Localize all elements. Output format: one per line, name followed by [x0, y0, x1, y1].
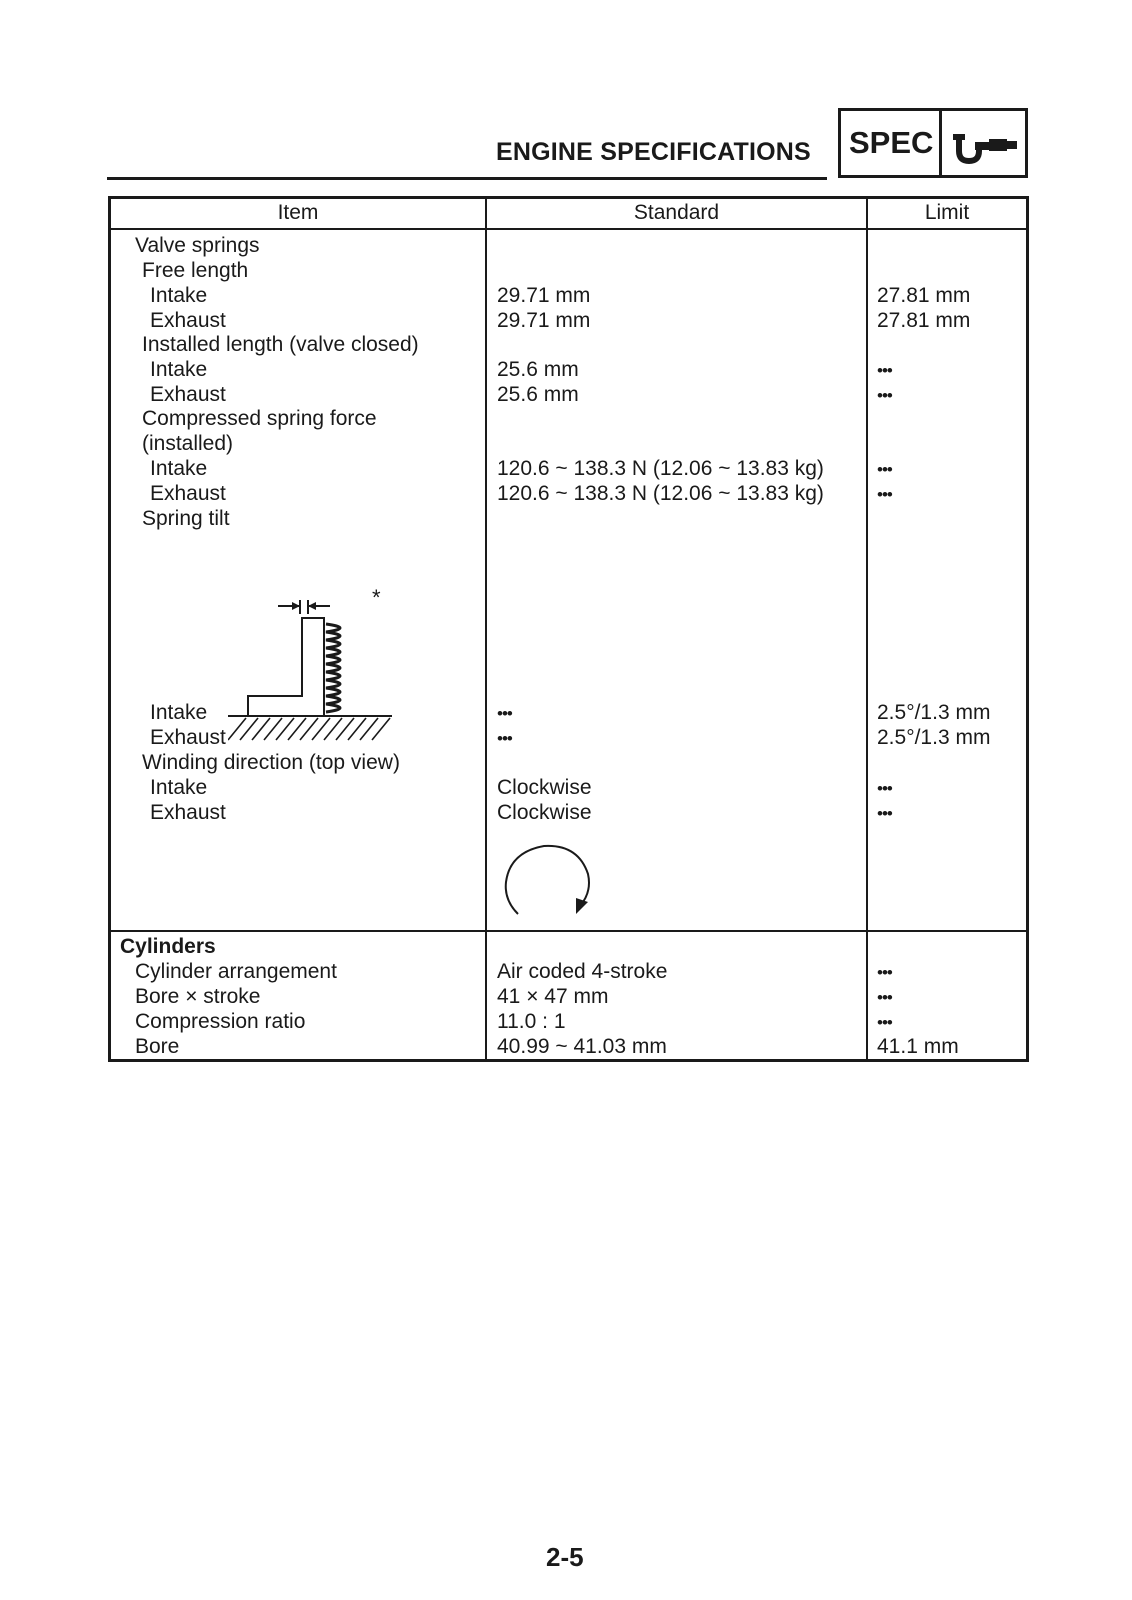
standard-value: 29.71 mm: [497, 309, 591, 332]
row-label: Installed length (valve closed): [142, 333, 419, 356]
limit-value: •••: [877, 804, 892, 823]
limit-value: •••: [877, 460, 892, 479]
column-divider-2: [866, 196, 868, 1062]
standard-value: 25.6 mm: [497, 358, 579, 381]
limit-value: •••: [877, 1013, 892, 1032]
row-label: Exhaust: [150, 726, 226, 749]
table-header-rule: [108, 228, 1029, 230]
row-label: Exhaust: [150, 309, 226, 332]
row-label: Compressed spring force: [142, 407, 377, 430]
standard-value: 11.0 : 1: [497, 1010, 566, 1033]
column-header-standard: Standard: [633, 201, 720, 224]
limit-value: •••: [877, 361, 892, 380]
standard-value: 41 × 47 mm: [497, 985, 609, 1008]
row-label: Intake: [150, 776, 208, 799]
row-label: Exhaust: [150, 801, 226, 824]
row-label: Exhaust: [150, 482, 226, 505]
row-label: Intake: [150, 284, 208, 307]
limit-value: 2.5°/1.3 mm: [877, 701, 991, 724]
section-divider: [108, 930, 1029, 932]
row-label: Intake: [150, 457, 208, 480]
limit-value: •••: [877, 963, 892, 982]
limit-value: 27.81 mm: [877, 309, 971, 332]
row-label: Cylinder arrangement: [135, 960, 337, 983]
standard-value: Clockwise: [497, 776, 592, 799]
standard-value: •••: [497, 704, 512, 723]
row-label: Free length: [142, 259, 249, 282]
row-label: Intake: [150, 358, 208, 381]
spec-badge: [838, 108, 1028, 178]
standard-value: Clockwise: [497, 801, 592, 824]
spec-badge-divider: [939, 111, 942, 175]
limit-value: 27.81 mm: [877, 284, 971, 307]
row-label: Winding direction (top view): [142, 751, 400, 774]
column-divider-1: [485, 196, 487, 1062]
section-label: Valve springs: [135, 234, 260, 257]
standard-value: 120.6 ~ 138.3 N (12.06 ~ 13.83 kg): [497, 482, 824, 505]
limit-value: 41.1 mm: [877, 1035, 959, 1058]
tilt-marker: *: [372, 585, 381, 610]
standard-value: 25.6 mm: [497, 383, 579, 406]
page-title: ENGINE SPECIFICATIONS: [496, 138, 811, 166]
row-label: (installed): [142, 432, 234, 455]
row-label: Spring tilt: [142, 507, 230, 530]
column-header-limit: Limit: [924, 201, 970, 224]
row-label: Bore: [135, 1035, 180, 1058]
standard-value: •••: [497, 729, 512, 748]
limit-value: 2.5°/1.3 mm: [877, 726, 991, 749]
limit-value: •••: [877, 988, 892, 1007]
micrometer-icon: [953, 129, 1019, 165]
header-rule: [107, 177, 827, 180]
row-label: Exhaust: [150, 383, 226, 406]
section-label: Cylinders: [120, 935, 216, 958]
page-number: 2-5: [546, 1542, 584, 1572]
spring-tilt-diagram: [228, 584, 408, 754]
limit-value: •••: [877, 485, 892, 504]
limit-value: •••: [877, 386, 892, 405]
standard-value: 120.6 ~ 138.3 N (12.06 ~ 13.83 kg): [497, 457, 824, 480]
row-label: Bore × stroke: [135, 985, 261, 1008]
standard-value: 29.71 mm: [497, 284, 591, 307]
limit-value: •••: [877, 779, 892, 798]
standard-value: 40.99 ~ 41.03 mm: [497, 1035, 667, 1058]
standard-value: Air coded 4-stroke: [497, 960, 668, 983]
spec-badge-label: SPEC: [849, 125, 934, 160]
row-label: Intake: [150, 701, 208, 724]
clockwise-arrow-icon: [500, 838, 596, 922]
column-header-item: Item: [277, 201, 319, 224]
row-label: Compression ratio: [135, 1010, 306, 1033]
